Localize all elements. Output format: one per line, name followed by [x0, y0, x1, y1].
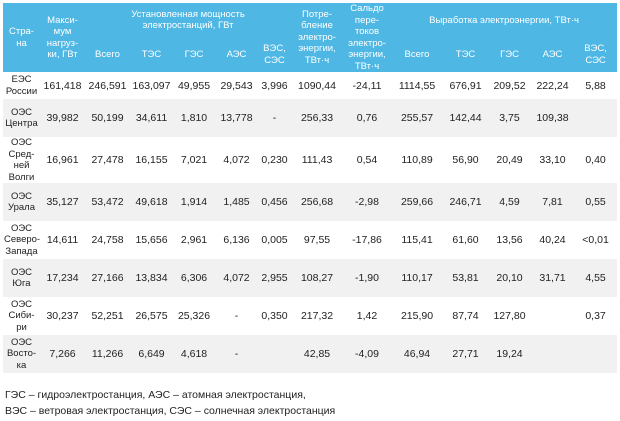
gen-ges-cell: 20,10	[488, 259, 531, 297]
consumption-cell: 1090,44	[291, 72, 343, 99]
saldo-cell: -1,90	[343, 259, 391, 297]
gen-ves-cell: 4,55	[574, 259, 617, 297]
header-gen-total: Всего	[391, 38, 443, 73]
cap-tes-cell: 16,155	[130, 137, 173, 183]
max-load-cell: 16,961	[40, 137, 85, 183]
gen-ges-cell: 3,75	[488, 99, 531, 137]
cap-ves-cell	[258, 335, 291, 373]
header-capacity-group: Установленная мощность электростанций, ГВт	[85, 3, 291, 38]
header-generation-group: Выработка электроэнергии, ТВт·ч	[391, 3, 617, 38]
region-cell: ЕЭС России	[3, 72, 40, 99]
cap-ves-cell: 0,456	[258, 183, 291, 221]
consumption-cell: 97,55	[291, 221, 343, 259]
max-load-cell: 35,127	[40, 183, 85, 221]
cap-ges-cell: 49,955	[173, 72, 215, 99]
cap-total-cell: 27,478	[85, 137, 130, 183]
cap-ves-cell: 3,996	[258, 72, 291, 99]
max-load-cell: 39,982	[40, 99, 85, 137]
gen-aes-cell: 33,10	[531, 137, 574, 183]
gen-total-cell: 110,89	[391, 137, 443, 183]
cap-total-cell: 11,266	[85, 335, 130, 373]
gen-aes-cell: 40,24	[531, 221, 574, 259]
gen-total-cell: 115,41	[391, 221, 443, 259]
cap-ves-cell: 2,955	[258, 259, 291, 297]
gen-ges-cell: 127,80	[488, 297, 531, 335]
header-cap-tes: ТЭС	[130, 38, 173, 73]
header-gen-tes: ТЭС	[443, 38, 488, 73]
region-cell: ОЭС Восто- ка	[3, 335, 40, 373]
table-row	[3, 183, 617, 221]
consumption-cell: 217,32	[291, 297, 343, 335]
region-cell: ОЭС Северо- Запада	[3, 221, 40, 259]
region-cell: ОЭС Центра	[3, 99, 40, 137]
table-row	[3, 335, 617, 373]
gen-tes-cell: 246,71	[443, 183, 488, 221]
saldo-cell: 1,42	[343, 297, 391, 335]
header-cap-ges: ГЭС	[173, 38, 215, 73]
gen-tes-cell: 53,81	[443, 259, 488, 297]
gen-total-cell: 1114,55	[391, 72, 443, 99]
max-load-cell: 17,234	[40, 259, 85, 297]
header-gen-aes: АЭС	[531, 38, 574, 73]
cap-total-cell: 52,251	[85, 297, 130, 335]
cap-total-cell: 53,472	[85, 183, 130, 221]
cap-aes-cell: -	[215, 335, 258, 373]
gen-tes-cell: 87,74	[443, 297, 488, 335]
table-row	[3, 99, 617, 137]
cap-ges-cell: 25,326	[173, 297, 215, 335]
cap-total-cell: 27,166	[85, 259, 130, 297]
gen-tes-cell: 27,71	[443, 335, 488, 373]
saldo-cell: -4,09	[343, 335, 391, 373]
gen-tes-cell: 676,91	[443, 72, 488, 99]
region-cell: ОЭС Урала	[3, 183, 40, 221]
region-cell: ОЭС Юга	[3, 259, 40, 297]
gen-ves-cell: <0,01	[574, 221, 617, 259]
gen-ges-cell: 13,56	[488, 221, 531, 259]
gen-ves-cell	[574, 335, 617, 373]
max-load-cell: 161,418	[40, 72, 85, 99]
gen-ves-cell: 0,40	[574, 137, 617, 183]
cap-aes-cell: 29,543	[215, 72, 258, 99]
cap-tes-cell: 26,575	[130, 297, 173, 335]
gen-ges-cell: 20,49	[488, 137, 531, 183]
header-gen-ves-ses: ВЭС, СЭС	[574, 38, 617, 73]
consumption-cell: 111,43	[291, 137, 343, 183]
consumption-cell: 256,68	[291, 183, 343, 221]
cap-tes-cell: 34,611	[130, 99, 173, 137]
cap-aes-cell: 4,072	[215, 259, 258, 297]
table-row	[3, 137, 617, 183]
cap-tes-cell: 6,649	[130, 335, 173, 373]
cap-tes-cell: 163,097	[130, 72, 173, 99]
gen-aes-cell	[531, 335, 574, 373]
table-row	[3, 221, 617, 259]
cap-ges-cell: 7,021	[173, 137, 215, 183]
header-country: Стра- на	[3, 3, 40, 72]
footnote-line: ГЭС – гидроэлектростанция, АЭС – атомная электростанция,	[5, 389, 306, 401]
cap-total-cell: 24,758	[85, 221, 130, 259]
gen-aes-cell: 7,81	[531, 183, 574, 221]
header-cap-total: Всего	[85, 38, 130, 73]
table-row	[3, 259, 617, 297]
header-consumption: Потре- бление электро- энергии, ТВт·ч	[291, 3, 343, 72]
gen-aes-cell: 222,24	[531, 72, 574, 99]
cap-ges-cell: 4,618	[173, 335, 215, 373]
cap-total-cell: 50,199	[85, 99, 130, 137]
cap-ves-cell: 0,350	[258, 297, 291, 335]
table-row	[3, 72, 617, 99]
cap-aes-cell: 6,136	[215, 221, 258, 259]
cap-tes-cell: 15,656	[130, 221, 173, 259]
cap-ges-cell: 1,914	[173, 183, 215, 221]
gen-total-cell: 259,66	[391, 183, 443, 221]
max-load-cell: 7,266	[40, 335, 85, 373]
gen-ves-cell: 0,55	[574, 183, 617, 221]
cap-ges-cell: 6,306	[173, 259, 215, 297]
gen-aes-cell: 109,38	[531, 99, 574, 137]
gen-ges-cell: 209,52	[488, 72, 531, 99]
cap-tes-cell: 13,834	[130, 259, 173, 297]
cap-ves-cell: 0,005	[258, 221, 291, 259]
header-gen-ges: ГЭС	[488, 38, 531, 73]
gen-tes-cell: 56,90	[443, 137, 488, 183]
header-max-load: Макси- мум нагруз- ки, ГВт	[40, 3, 85, 72]
header-cap-aes: АЭС	[215, 38, 258, 73]
header-cap-ves-ses: ВЭС, СЭС	[258, 38, 291, 73]
consumption-cell: 256,33	[291, 99, 343, 137]
header-saldo: Сальдо пере- токов электро- энергии, ТВт·ч	[343, 3, 391, 72]
max-load-cell: 30,237	[40, 297, 85, 335]
saldo-cell: 0,76	[343, 99, 391, 137]
gen-tes-cell: 61,60	[443, 221, 488, 259]
cap-aes-cell: -	[215, 297, 258, 335]
saldo-cell: -24,11	[343, 72, 391, 99]
gen-ges-cell: 19,24	[488, 335, 531, 373]
cap-aes-cell: 1,485	[215, 183, 258, 221]
saldo-cell: -2,98	[343, 183, 391, 221]
gen-ves-cell: 5,88	[574, 72, 617, 99]
gen-total-cell: 255,57	[391, 99, 443, 137]
cap-ves-cell: 0,230	[258, 137, 291, 183]
gen-ves-cell	[574, 99, 617, 137]
table-row	[3, 297, 617, 335]
max-load-cell: 14,611	[40, 221, 85, 259]
gen-total-cell: 46,94	[391, 335, 443, 373]
gen-ves-cell: 0,37	[574, 297, 617, 335]
energy-table	[3, 3, 617, 373]
gen-tes-cell: 142,44	[443, 99, 488, 137]
saldo-cell: -17,86	[343, 221, 391, 259]
region-cell: ОЭС Сиби- ри	[3, 297, 40, 335]
cap-tes-cell: 49,618	[130, 183, 173, 221]
cap-ges-cell: 1,810	[173, 99, 215, 137]
cap-total-cell: 246,591	[85, 72, 130, 99]
gen-aes-cell	[531, 297, 574, 335]
gen-total-cell: 215,90	[391, 297, 443, 335]
cap-ves-cell: -	[258, 99, 291, 137]
footnote-line: ВЭС – ветровая электростанция, СЭС – солнечная электростанция	[5, 405, 336, 417]
gen-total-cell: 110,17	[391, 259, 443, 297]
region-cell: ОЭС Сред- ней Волги	[3, 137, 40, 183]
gen-ges-cell: 4,59	[488, 183, 531, 221]
saldo-cell: 0,54	[343, 137, 391, 183]
cap-aes-cell: 13,778	[215, 99, 258, 137]
cap-ges-cell: 2,961	[173, 221, 215, 259]
gen-aes-cell: 31,71	[531, 259, 574, 297]
consumption-cell: 42,85	[291, 335, 343, 373]
footnotes	[5, 387, 335, 419]
cap-aes-cell: 4,072	[215, 137, 258, 183]
consumption-cell: 108,27	[291, 259, 343, 297]
